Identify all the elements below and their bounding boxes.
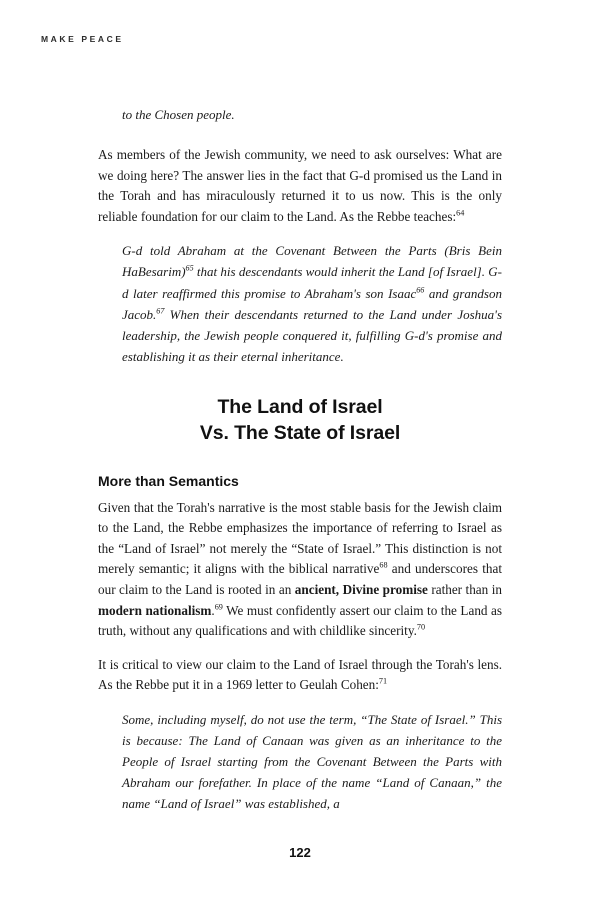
subsection-heading: More than Semantics [98, 472, 239, 489]
continued-quote-line: to the Chosen people. [122, 107, 235, 122]
blockquote-1 [122, 240, 502, 366]
section-heading [98, 395, 502, 447]
blockquote-1-seg-c: and grandson Jacob. [122, 285, 502, 322]
blockquote-1-seg-a: G-d told Abraham at the Covenant Between the Parts (Bris Bein HaBesarim) [122, 243, 502, 280]
footnote-ref-69[interactable]: 69 [214, 602, 223, 612]
blockquote-1-seg-b: that his descendants would inherit the Land [of Israel]. G-d later reaffirmed this promise to Abraham's son Isaac [122, 264, 502, 301]
paragraph-1-text: As members of the Jewish community, we need to ask ourselves: What are we doing here? The answer lies in the fact that G-d promised us the Land in the Torah and has miraculously returned it to us now. This is the only reliable foundation for our claim to the Land. As the Rebbe teaches: [98, 147, 502, 224]
paragraph-1 [98, 145, 502, 227]
paragraph-2-seg-a: Given that the Torah's narrative is the most stable basis for the Jewish claim to the Land, the Rebbe emphasizes the importance of referring to Israel as the “Land of Israel” not merely the “State of Israel.” This distinction is not merely semantic; it aligns with the biblical narrative [98, 499, 502, 577]
blockquote-1-text [122, 240, 502, 366]
paragraph-2-seg-c: rather than in [427, 581, 502, 597]
section-heading-line-2: Vs. The State of Israel [199, 421, 401, 444]
page-content [98, 104, 502, 814]
paragraph-2-seg-d: . [211, 602, 215, 618]
paragraph-2-seg-e: We must confidently assert our claim to the Land as truth, without any qualifications and with childlike sincerity. [98, 602, 503, 639]
page-number: 122 [289, 845, 311, 860]
paragraph-2-bold-2: modern nationalism [98, 602, 212, 618]
paragraph-3-seg-a: It is critical to view our claim to the Land of Israel through the Torah's lens. As the Rebbe put it in a 1969 letter to Geulah Cohen: [98, 656, 502, 693]
paragraph-2-bold-1: ancient, Divine promise [294, 581, 428, 597]
footnote-ref-66[interactable]: 66 [416, 285, 425, 295]
blockquote-2-text: Some, including myself, do not use the term, “The State of Israel.” This is because: The Land of Canaan was given as an inheritance to the People of Israel starting from the Covenant Between the Parts with Abraham our forefather. In place of the name “Land of Canaan,” the name “Land of Israel” was established, a [122, 711, 502, 812]
paragraph-3 [98, 655, 502, 696]
section-heading-line-1: The Land of Israel [217, 395, 383, 418]
footnote-ref-70[interactable]: 70 [416, 622, 426, 632]
paragraph-2 [98, 498, 502, 642]
blockquote-1-seg-d: When their descendants returned to the Land under Joshua's leadership, the Jewish people conquered it, fulfilling G-d's promise and establishing it as their eternal inheritance. [122, 306, 502, 364]
paragraph-2-seg-b: and underscores that our claim to the Land is rooted in an [98, 561, 502, 597]
blockquote-2 [122, 709, 502, 814]
footnote-ref-68[interactable]: 68 [379, 560, 388, 570]
footnote-ref-64[interactable]: 64 [456, 208, 465, 218]
running-head: MAKE PEACE [41, 34, 124, 44]
footnote-ref-71[interactable]: 71 [378, 676, 388, 686]
footnote-ref-65[interactable]: 65 [185, 264, 194, 274]
footnote-ref-67[interactable]: 67 [156, 306, 165, 316]
